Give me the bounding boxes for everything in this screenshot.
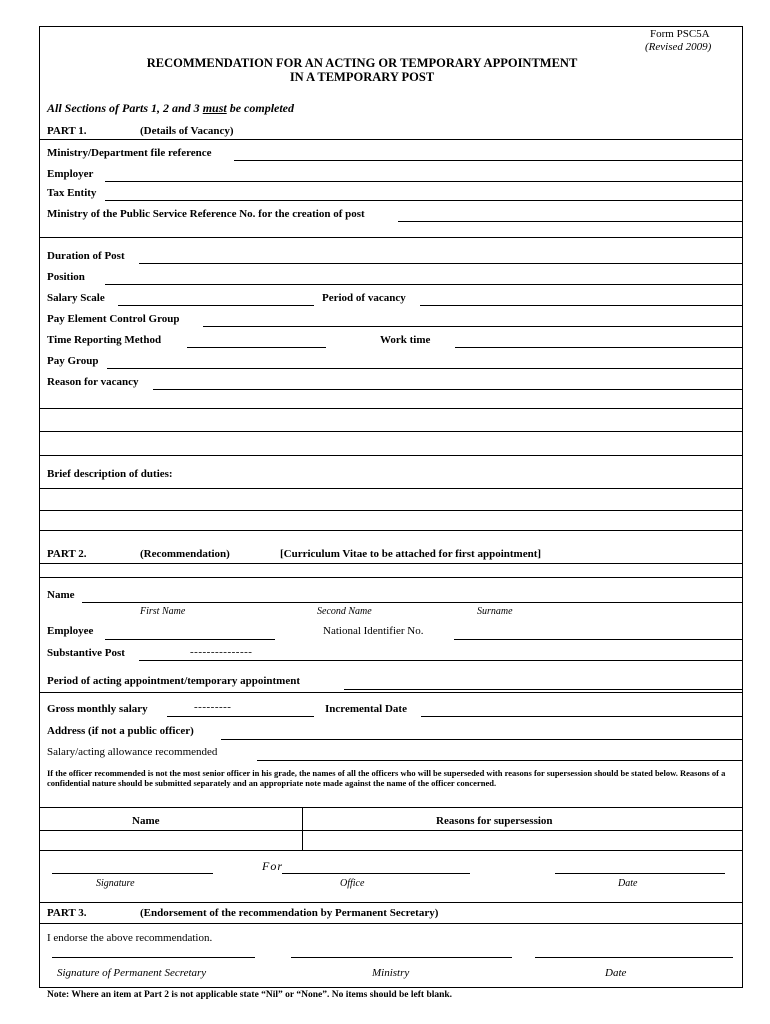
national-id-label: National Identifier No. <box>323 625 424 637</box>
divider <box>39 923 743 924</box>
cv-note: [Curriculum Vitae to be attached for first appointment] <box>280 548 542 560</box>
period-acting-label: Period of acting appointment/temporary appointment <box>47 675 300 687</box>
first-name-caption: First Name <box>140 606 186 617</box>
employee-label: Employee <box>47 625 94 637</box>
incremental-date-label: Incremental Date <box>325 703 407 715</box>
divider <box>39 139 743 140</box>
table-column-divider <box>302 807 303 850</box>
part3-label: PART 3. <box>47 907 87 919</box>
part1-label: PART 1. <box>47 125 87 137</box>
time-reporting-field[interactable] <box>187 335 326 348</box>
part2-subtitle: (Recommendation) <box>140 548 230 560</box>
ministry-line[interactable] <box>291 957 512 958</box>
reason-vacancy-line[interactable] <box>39 455 743 456</box>
endorse-statement: I endorse the above recommendation. <box>47 932 213 944</box>
table-header-divider <box>39 830 743 831</box>
reason-vacancy-label: Reason for vacancy <box>47 376 139 388</box>
part1-subtitle: (Details of Vacancy) <box>140 125 234 137</box>
duration-field[interactable] <box>139 251 743 264</box>
tax-entity-field[interactable] <box>105 188 743 201</box>
part2-label: PART 2. <box>47 548 87 560</box>
date-caption: Date <box>618 878 638 889</box>
table-header-name: Name <box>132 815 160 827</box>
ministry-caption: Ministry <box>372 967 410 979</box>
divider <box>39 577 743 578</box>
second-name-caption: Second Name <box>317 606 372 617</box>
instruction-prefix: All Sections of Parts 1, 2 and 3 <box>47 101 203 115</box>
period-acting-extra-line[interactable] <box>39 692 743 693</box>
supersession-note: If the officer recommended is not the most senior officer in his grade, the names of all the officers who will be superseded with reasons for supersession should be stated below. Reasons of a confidential nature should be submitted separately and an appropriate note made against the name of the officer concerned. <box>47 768 726 788</box>
instruction-emphasis: must <box>202 101 227 115</box>
pay-group-label: Pay Group <box>47 355 99 367</box>
gross-salary-field[interactable] <box>167 704 314 717</box>
mps-reference-label: Ministry of the Public Service Reference No. for the creation of post <box>47 208 365 220</box>
substantive-post-label: Substantive Post <box>47 647 125 659</box>
instruction <box>47 102 294 115</box>
ps-date-caption: Date <box>605 967 627 979</box>
divider <box>39 563 743 564</box>
duration-label: Duration of Post <box>47 250 125 262</box>
for-label: For <box>262 859 283 873</box>
duties-line[interactable] <box>39 510 743 511</box>
file-reference-field[interactable] <box>234 148 743 161</box>
period-vacancy-field[interactable] <box>420 293 743 306</box>
tax-entity-label: Tax Entity <box>47 187 97 199</box>
position-field[interactable] <box>105 272 743 285</box>
pay-element-label: Pay Element Control Group <box>47 313 180 325</box>
name-label: Name <box>47 589 75 601</box>
ps-signature-line[interactable] <box>52 957 255 958</box>
name-field[interactable] <box>82 590 743 603</box>
position-label: Position <box>47 271 85 283</box>
duties-label: Brief description of duties: <box>47 468 173 480</box>
period-vacancy-label: Period of vacancy <box>322 292 406 304</box>
mps-reference-field[interactable] <box>398 209 743 222</box>
office-caption: Office <box>340 878 365 889</box>
national-id-field[interactable] <box>454 627 743 640</box>
footer-note: Note: Where an item at Part 2 is not applicable state “Nil” or “None”. No items should be left blank. <box>47 990 453 1000</box>
time-reporting-label: Time Reporting Method <box>47 334 162 346</box>
reason-vacancy-line[interactable] <box>39 431 743 432</box>
address-label: Address (if not a public officer) <box>47 725 194 737</box>
pay-group-field[interactable] <box>107 356 743 369</box>
table-top-border <box>39 807 743 808</box>
part3-subtitle: (Endorsement of the recommendation by Permanent Secretary) <box>140 907 439 919</box>
pay-element-field[interactable] <box>203 314 743 327</box>
period-acting-field[interactable] <box>344 677 743 690</box>
divider <box>39 902 743 903</box>
ps-date-line[interactable] <box>535 957 733 958</box>
office-line[interactable] <box>282 873 470 874</box>
file-reference-label: Ministry/Department file reference <box>47 147 212 159</box>
reason-vacancy-line[interactable] <box>39 408 743 409</box>
form-title-line2: IN A TEMPORARY POST <box>289 70 435 84</box>
work-time-label: Work time <box>380 334 431 346</box>
work-time-field[interactable] <box>455 335 743 348</box>
instruction-suffix: be completed <box>226 101 295 115</box>
gross-salary-label: Gross monthly salary <box>47 703 148 715</box>
duties-line[interactable] <box>39 488 743 489</box>
reason-vacancy-field[interactable] <box>153 377 743 390</box>
salary-scale-field[interactable] <box>118 293 314 306</box>
mps-reference-extra-line[interactable] <box>39 237 743 238</box>
date-line[interactable] <box>555 873 725 874</box>
form-title-line1: RECOMMENDATION FOR AN ACTING OR TEMPORARY APPOINTMENT <box>146 56 578 70</box>
employer-label: Employer <box>47 168 94 180</box>
incremental-date-field[interactable] <box>421 704 743 717</box>
surname-caption: Surname <box>477 606 513 617</box>
employer-field[interactable] <box>105 169 743 182</box>
substantive-post-value: --------------- <box>190 646 253 658</box>
table-header-reasons: Reasons for supersession <box>436 815 553 827</box>
revision-note: (Revised 2009) <box>645 41 712 53</box>
form-number: Form PSC5A <box>650 28 710 40</box>
address-field[interactable] <box>221 727 743 740</box>
table-row[interactable] <box>39 850 743 851</box>
ps-signature-caption: Signature of Permanent Secretary <box>57 967 207 979</box>
gross-salary-value: --------- <box>194 701 232 713</box>
allowance-label: Salary/acting allowance recommended <box>47 746 218 758</box>
salary-scale-label: Salary Scale <box>47 292 105 304</box>
duties-line[interactable] <box>39 530 743 531</box>
signature-line[interactable] <box>52 873 213 874</box>
signature-caption: Signature <box>96 878 135 889</box>
employee-field[interactable] <box>105 627 275 640</box>
allowance-field[interactable] <box>257 748 743 761</box>
